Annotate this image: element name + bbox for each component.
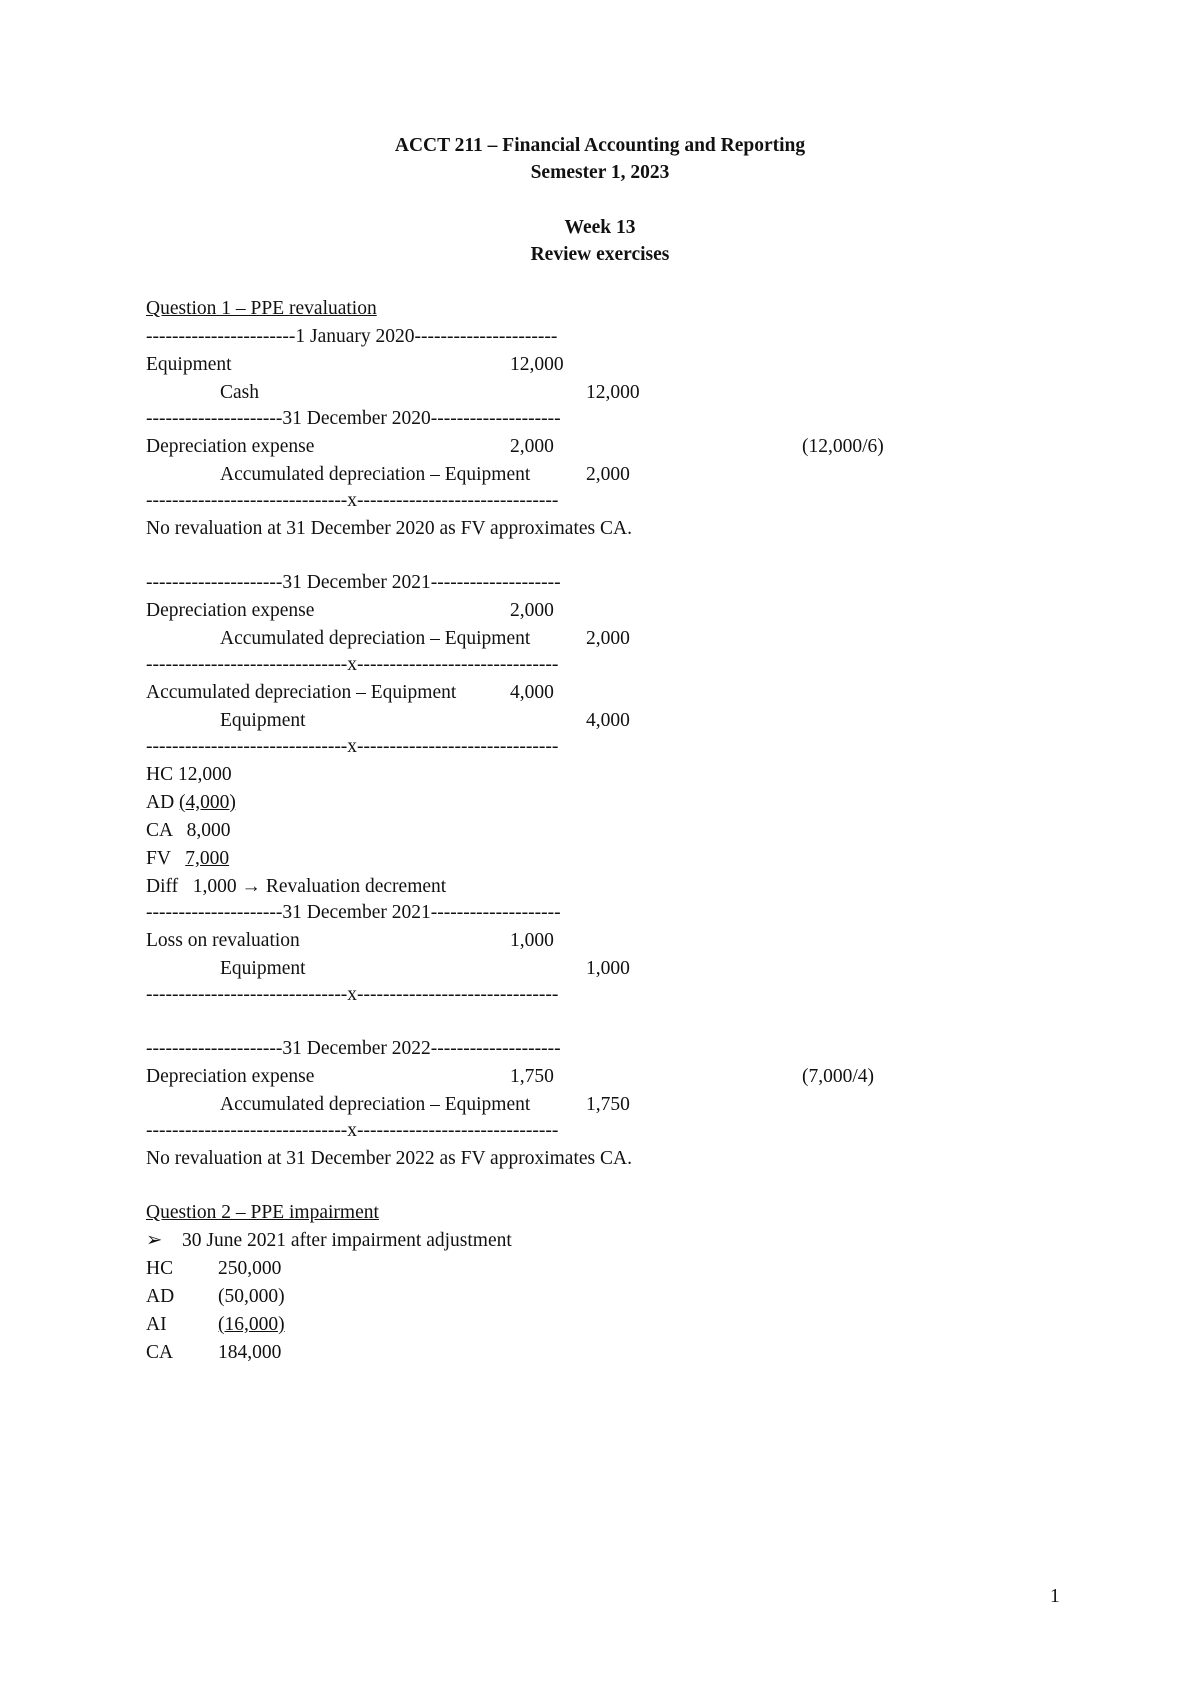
- entry6-debit-account: Depreciation expense: [146, 1066, 315, 1087]
- calc-ca: CA 8,000: [146, 820, 231, 841]
- separator-x: -------------------------------x-------------------------------: [146, 736, 559, 757]
- entry6-credit-account: Accumulated depreciation – Equipment: [220, 1094, 531, 1115]
- question-1-title: Question 1 – PPE revaluation: [146, 298, 377, 319]
- calc-fv-value: 7,000: [185, 848, 230, 869]
- entry1-credit-amount: 12,000: [586, 382, 640, 403]
- subtitle: Review exercises: [530, 244, 670, 265]
- separator-dec-2022: ---------------------31 December 2022--------------------: [146, 1038, 561, 1059]
- calc-hc: HC 12,000: [146, 764, 232, 785]
- calc-diff: Diff 1,000 → Revaluation decrement: [146, 876, 447, 897]
- q2-row-value: 184,000: [218, 1342, 282, 1363]
- entry5-debit-account: Loss on revaluation: [146, 930, 300, 951]
- week-label: Week 13: [564, 217, 636, 238]
- entry2-note: (12,000/6): [802, 436, 884, 457]
- note-2020: No revaluation at 31 December 2020 as FV approximates CA.: [146, 518, 632, 539]
- separator-dec-2020: ---------------------31 December 2020--------------------: [146, 408, 561, 429]
- separator-x: -------------------------------x-------------------------------: [146, 984, 559, 1005]
- separator-x: -------------------------------x-------------------------------: [146, 654, 559, 675]
- entry6-debit-amount: 1,750: [510, 1066, 554, 1087]
- calc-ad: [146, 792, 236, 814]
- entry3-credit-amount: 2,000: [586, 628, 630, 649]
- question-2-title: Question 2 – PPE impairment: [146, 1202, 379, 1223]
- q2-row-label: HC: [146, 1258, 174, 1279]
- calc-ad-label: AD: [146, 792, 180, 813]
- course-title: ACCT 211 – Financial Accounting and Reporting: [394, 135, 806, 156]
- semester: Semester 1, 2023: [530, 162, 670, 183]
- note-2022: No revaluation at 31 December 2022 as FV approximates CA.: [146, 1148, 632, 1169]
- calc-fv: [146, 848, 229, 870]
- entry3-debit-account: Depreciation expense: [146, 600, 315, 621]
- entry1-debit-amount: 12,000: [510, 354, 564, 375]
- separator-x: -------------------------------x-------------------------------: [146, 1120, 559, 1141]
- bullet-text: 30 June 2021 after impairment adjustment: [182, 1230, 512, 1251]
- entry2-debit-account: Depreciation expense: [146, 436, 315, 457]
- calc-fv-label: FV: [146, 848, 186, 869]
- entry3-debit-amount: 2,000: [510, 600, 554, 621]
- entry2-credit-amount: 2,000: [586, 464, 630, 485]
- entry4-debit-account: Accumulated depreciation – Equipment: [146, 682, 457, 703]
- entry6-credit-amount: 1,750: [586, 1094, 630, 1115]
- entry6-note: (7,000/4): [802, 1066, 875, 1087]
- q2-row-label: AI: [146, 1314, 167, 1335]
- calc-ad-value: (4,000): [179, 792, 236, 813]
- separator-dec-2021: ---------------------31 December 2021--------------------: [146, 902, 561, 923]
- page-number: 1: [1050, 1586, 1060, 1607]
- entry3-credit-account: Accumulated depreciation – Equipment: [220, 628, 531, 649]
- entry1-credit-account: Cash: [220, 382, 259, 403]
- entry4-credit-amount: 4,000: [586, 710, 630, 731]
- entry1-debit-account: Equipment: [146, 354, 232, 375]
- entry5-debit-amount: 1,000: [510, 930, 554, 951]
- separator-dec-2021: ---------------------31 December 2021--------------------: [146, 572, 561, 593]
- separator-x: -------------------------------x-------------------------------: [146, 490, 559, 511]
- entry4-debit-amount: 4,000: [510, 682, 554, 703]
- separator-jan-2020: -----------------------1 January 2020----------------------: [146, 326, 558, 347]
- entry5-credit-amount: 1,000: [586, 958, 630, 979]
- bullet-icon: ➢: [146, 1230, 163, 1251]
- q2-row-value: (50,000): [218, 1286, 285, 1307]
- q2-row-value: 250,000: [218, 1258, 282, 1279]
- entry4-credit-account: Equipment: [220, 710, 306, 731]
- entry5-credit-account: Equipment: [220, 958, 306, 979]
- q2-row-label: AD: [146, 1286, 175, 1307]
- q2-row-value: (16,000): [218, 1314, 285, 1335]
- entry2-credit-account: Accumulated depreciation – Equipment: [220, 464, 531, 485]
- q2-row-label: CA: [146, 1342, 174, 1363]
- entry2-debit-amount: 2,000: [510, 436, 554, 457]
